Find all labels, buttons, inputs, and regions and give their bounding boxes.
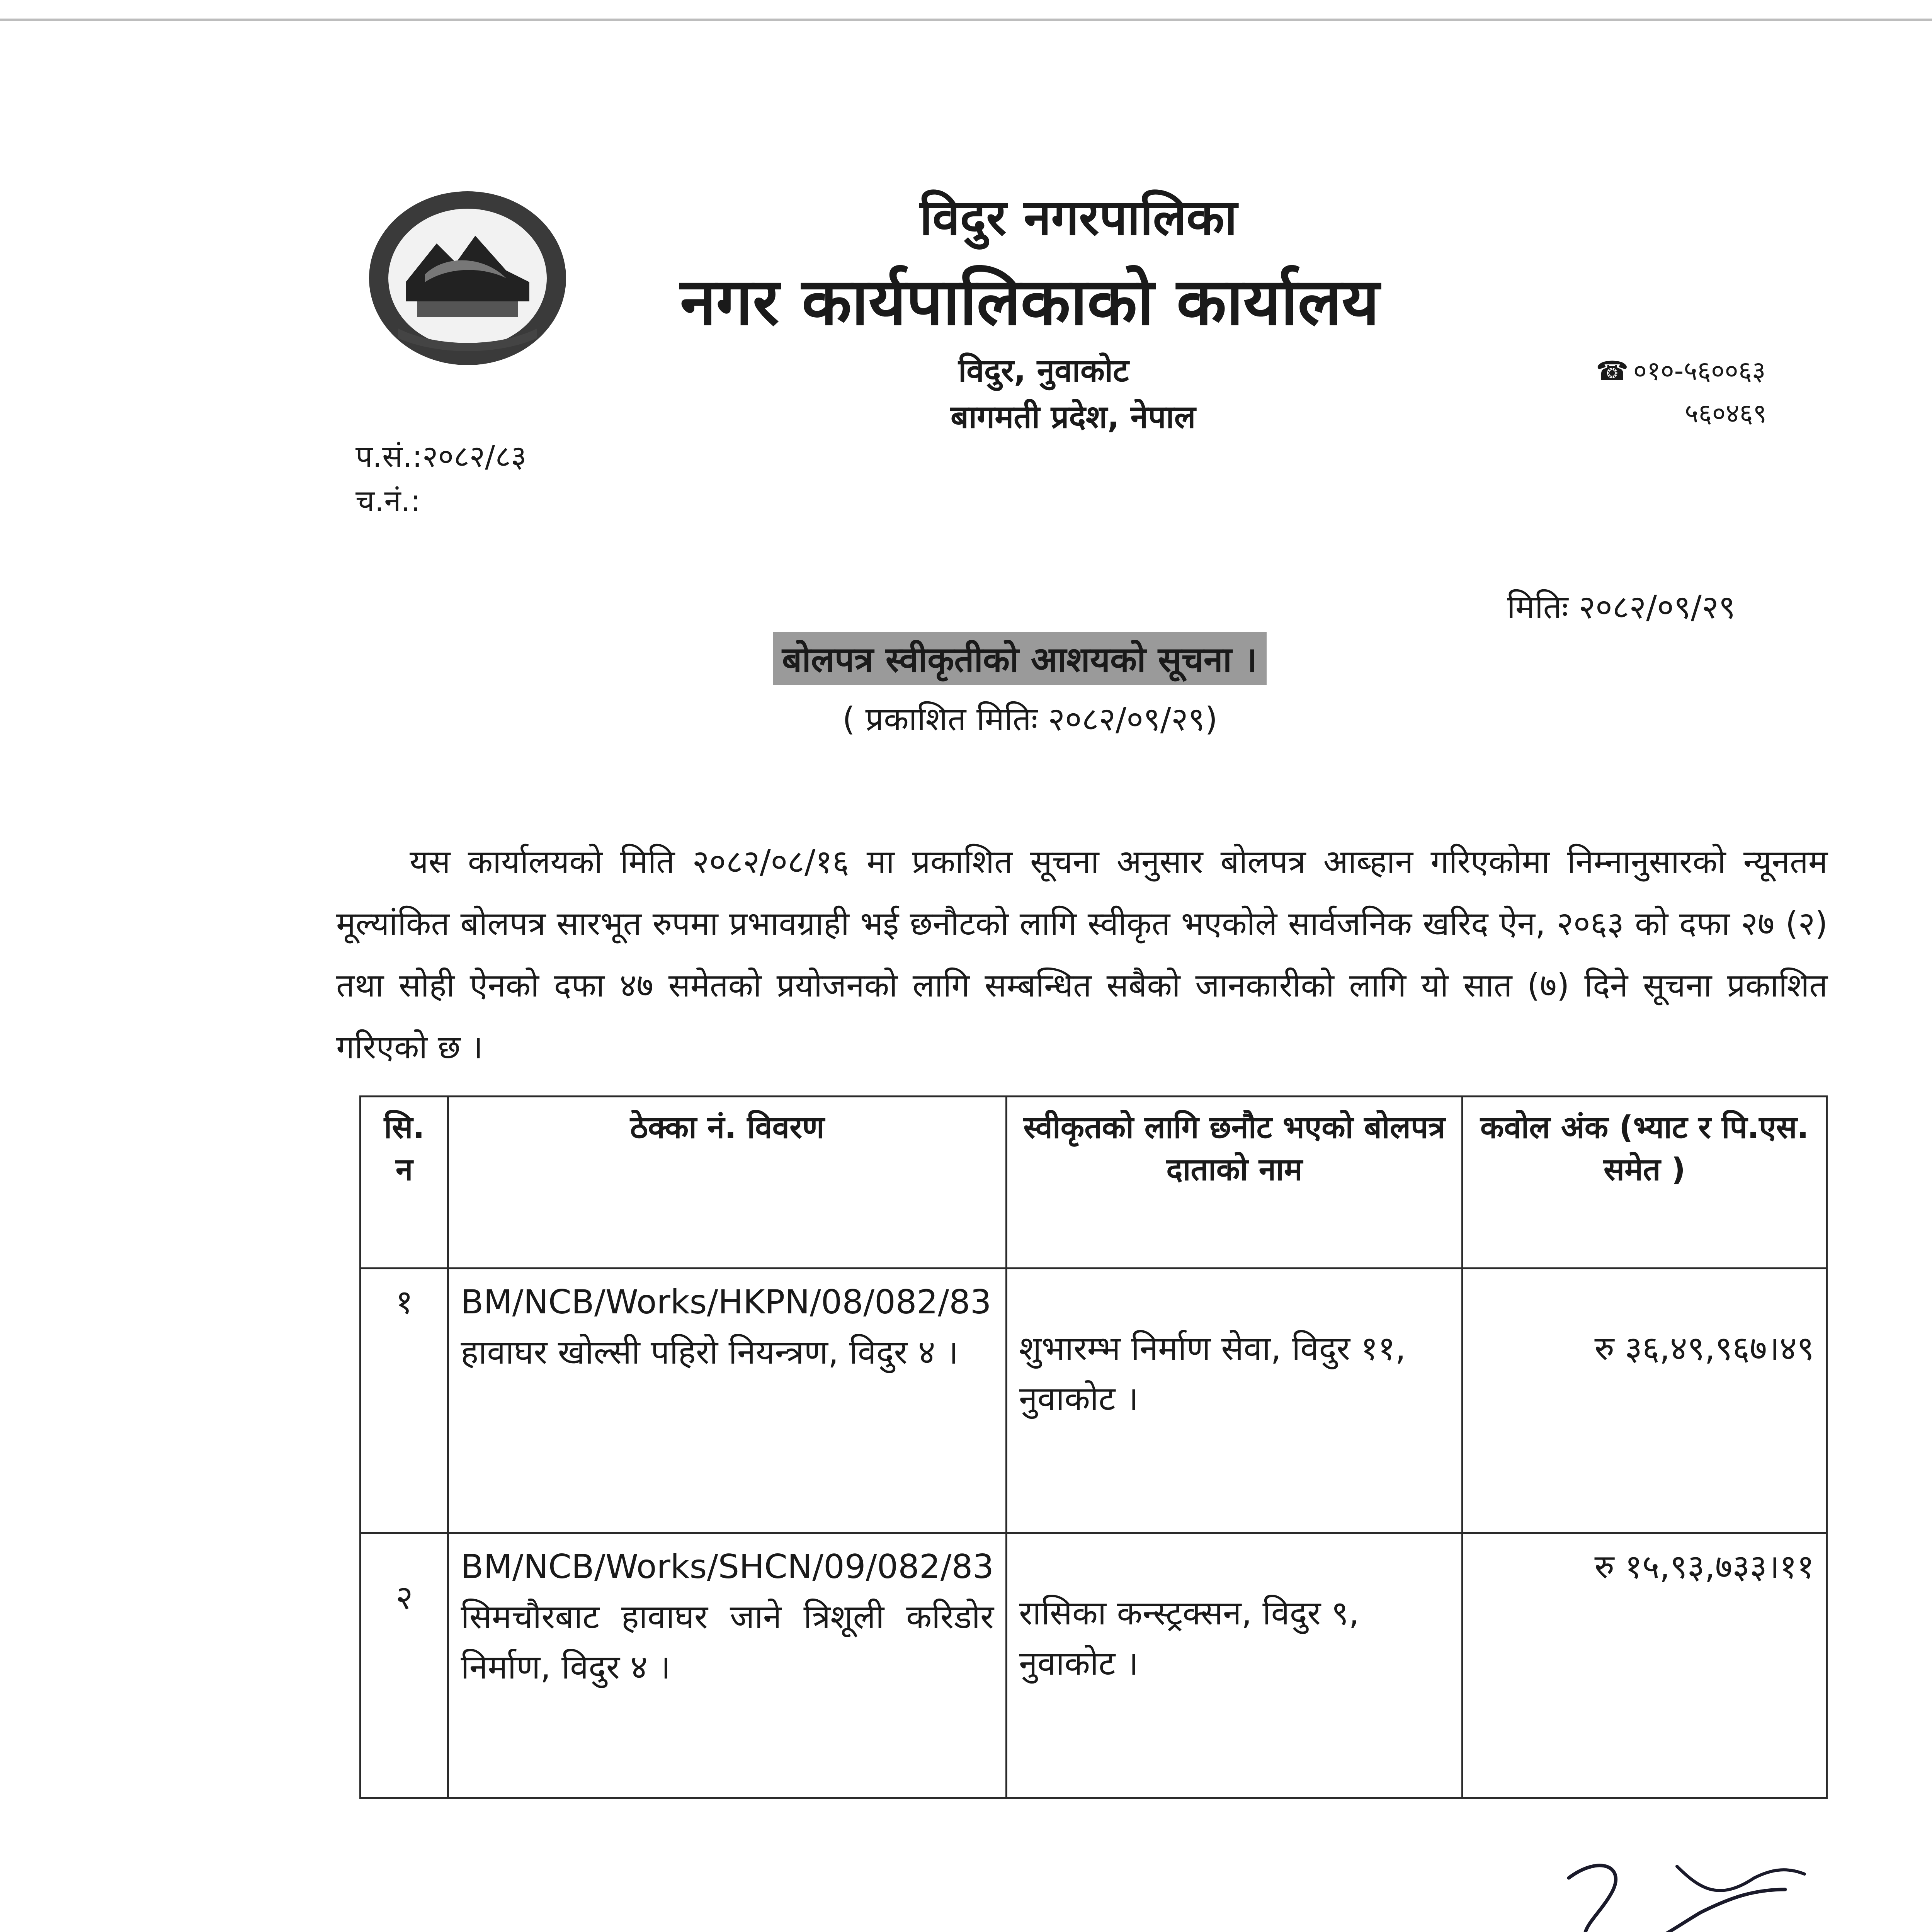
row-amount: रु १५,९३,७३३।११ <box>1462 1533 1827 1798</box>
row-amount: रु ३६,४९,९६७।४९ <box>1462 1269 1827 1533</box>
contract-number: BM/NCB/Works/SHCN/09/082/83 <box>461 1548 994 1586</box>
published-date: ( प्रकाशित मितिः २०८२/०९/२९) <box>842 700 1218 738</box>
table-row <box>361 1269 1827 1533</box>
top-border-line <box>0 19 1932 21</box>
reference-number: प.सं.:२०८२/८३ <box>355 439 527 474</box>
telephone-icon: ☎ <box>1596 356 1629 386</box>
notice-title: बोलपत्र स्वीकृतीको आशयको सूचना । <box>773 632 1267 685</box>
row-bidder: रासिका कन्स्ट्रक्सन, विदुर ९, नुवाकोट । <box>1007 1533 1463 1798</box>
dispatch-number: च.नं.: <box>355 484 421 519</box>
table-header-row <box>361 1097 1827 1269</box>
address-line-1: विदुर, नुवाकोट <box>958 352 1129 389</box>
row-bidder: शुभारम्भ निर्माण सेवा, विदुर ११, नुवाकोट । <box>1007 1269 1463 1533</box>
notice-body-text: यस कार्यालयको मिति २०८२/०८/१६ मा प्रकाशित सूचना अनुसार बोलपत्र आब्हान गरिएकोमा निम्नानुसारको न्यूनतम मूल्यांकित बोलपत्र सारभूत रुपमा प्रभावग्राही भई छनौटको लागि स्वीकृत भएकोले सार्वजनिक खरिद ऐन, २०६३ को दफा २७ (२) तथा सोही ऐनको दफा ४७ समेतको प्रयोजनको लागि सम्बन्धित सबैको जानकारीको लागि यो सात (७) दिने सूचना प्रकाशित गरिएको छ । <box>336 843 1828 1066</box>
office-name: नगर कार्यपालिकाको कार्यालय <box>680 264 1379 340</box>
row-serial: १ <box>361 1269 448 1533</box>
row-contract <box>448 1533 1007 1798</box>
header-contract: ठेक्का नं. विवरण <box>448 1097 1007 1269</box>
municipality-name: विदुर नगरपालिका <box>920 189 1237 247</box>
nepal-government-emblem-icon <box>359 185 576 371</box>
contract-number: BM/NCB/Works/HKPN/08/082/83 <box>461 1283 992 1321</box>
header-amount: कवोल अंक (भ्याट र पि.एस. समेत ) <box>1462 1097 1827 1269</box>
signature <box>1538 1843 1866 1932</box>
address-line-2: बागमती प्रदेश, नेपाल <box>951 399 1196 435</box>
tender-table <box>359 1095 1828 1799</box>
contract-description: सिमचौरबाट हावाघर जाने त्रिशूली करिडोर निर्माण, विदुर ४ । <box>461 1598 994 1687</box>
notice-body <box>336 831 1828 1078</box>
phone-number-1 <box>1596 352 1765 388</box>
header-bidder: स्वीकृतको लागि छनौट भएको बोलपत्र दाताको नाम <box>1007 1097 1463 1269</box>
contract-description: हावाघर खोल्सी पहिरो नियन्त्रण, विदुर ४ । <box>461 1333 959 1372</box>
notice-date: मितिः २०८२/०९/२९ <box>1507 588 1736 626</box>
header-serial: सि. न <box>361 1097 448 1269</box>
table-row <box>361 1533 1827 1798</box>
row-serial: २ <box>361 1533 448 1798</box>
phone-number-2: ५६०४६९ <box>1685 398 1767 429</box>
phone-number-1-text: ०१०-५६००६३ <box>1633 356 1766 386</box>
row-contract <box>448 1269 1007 1533</box>
